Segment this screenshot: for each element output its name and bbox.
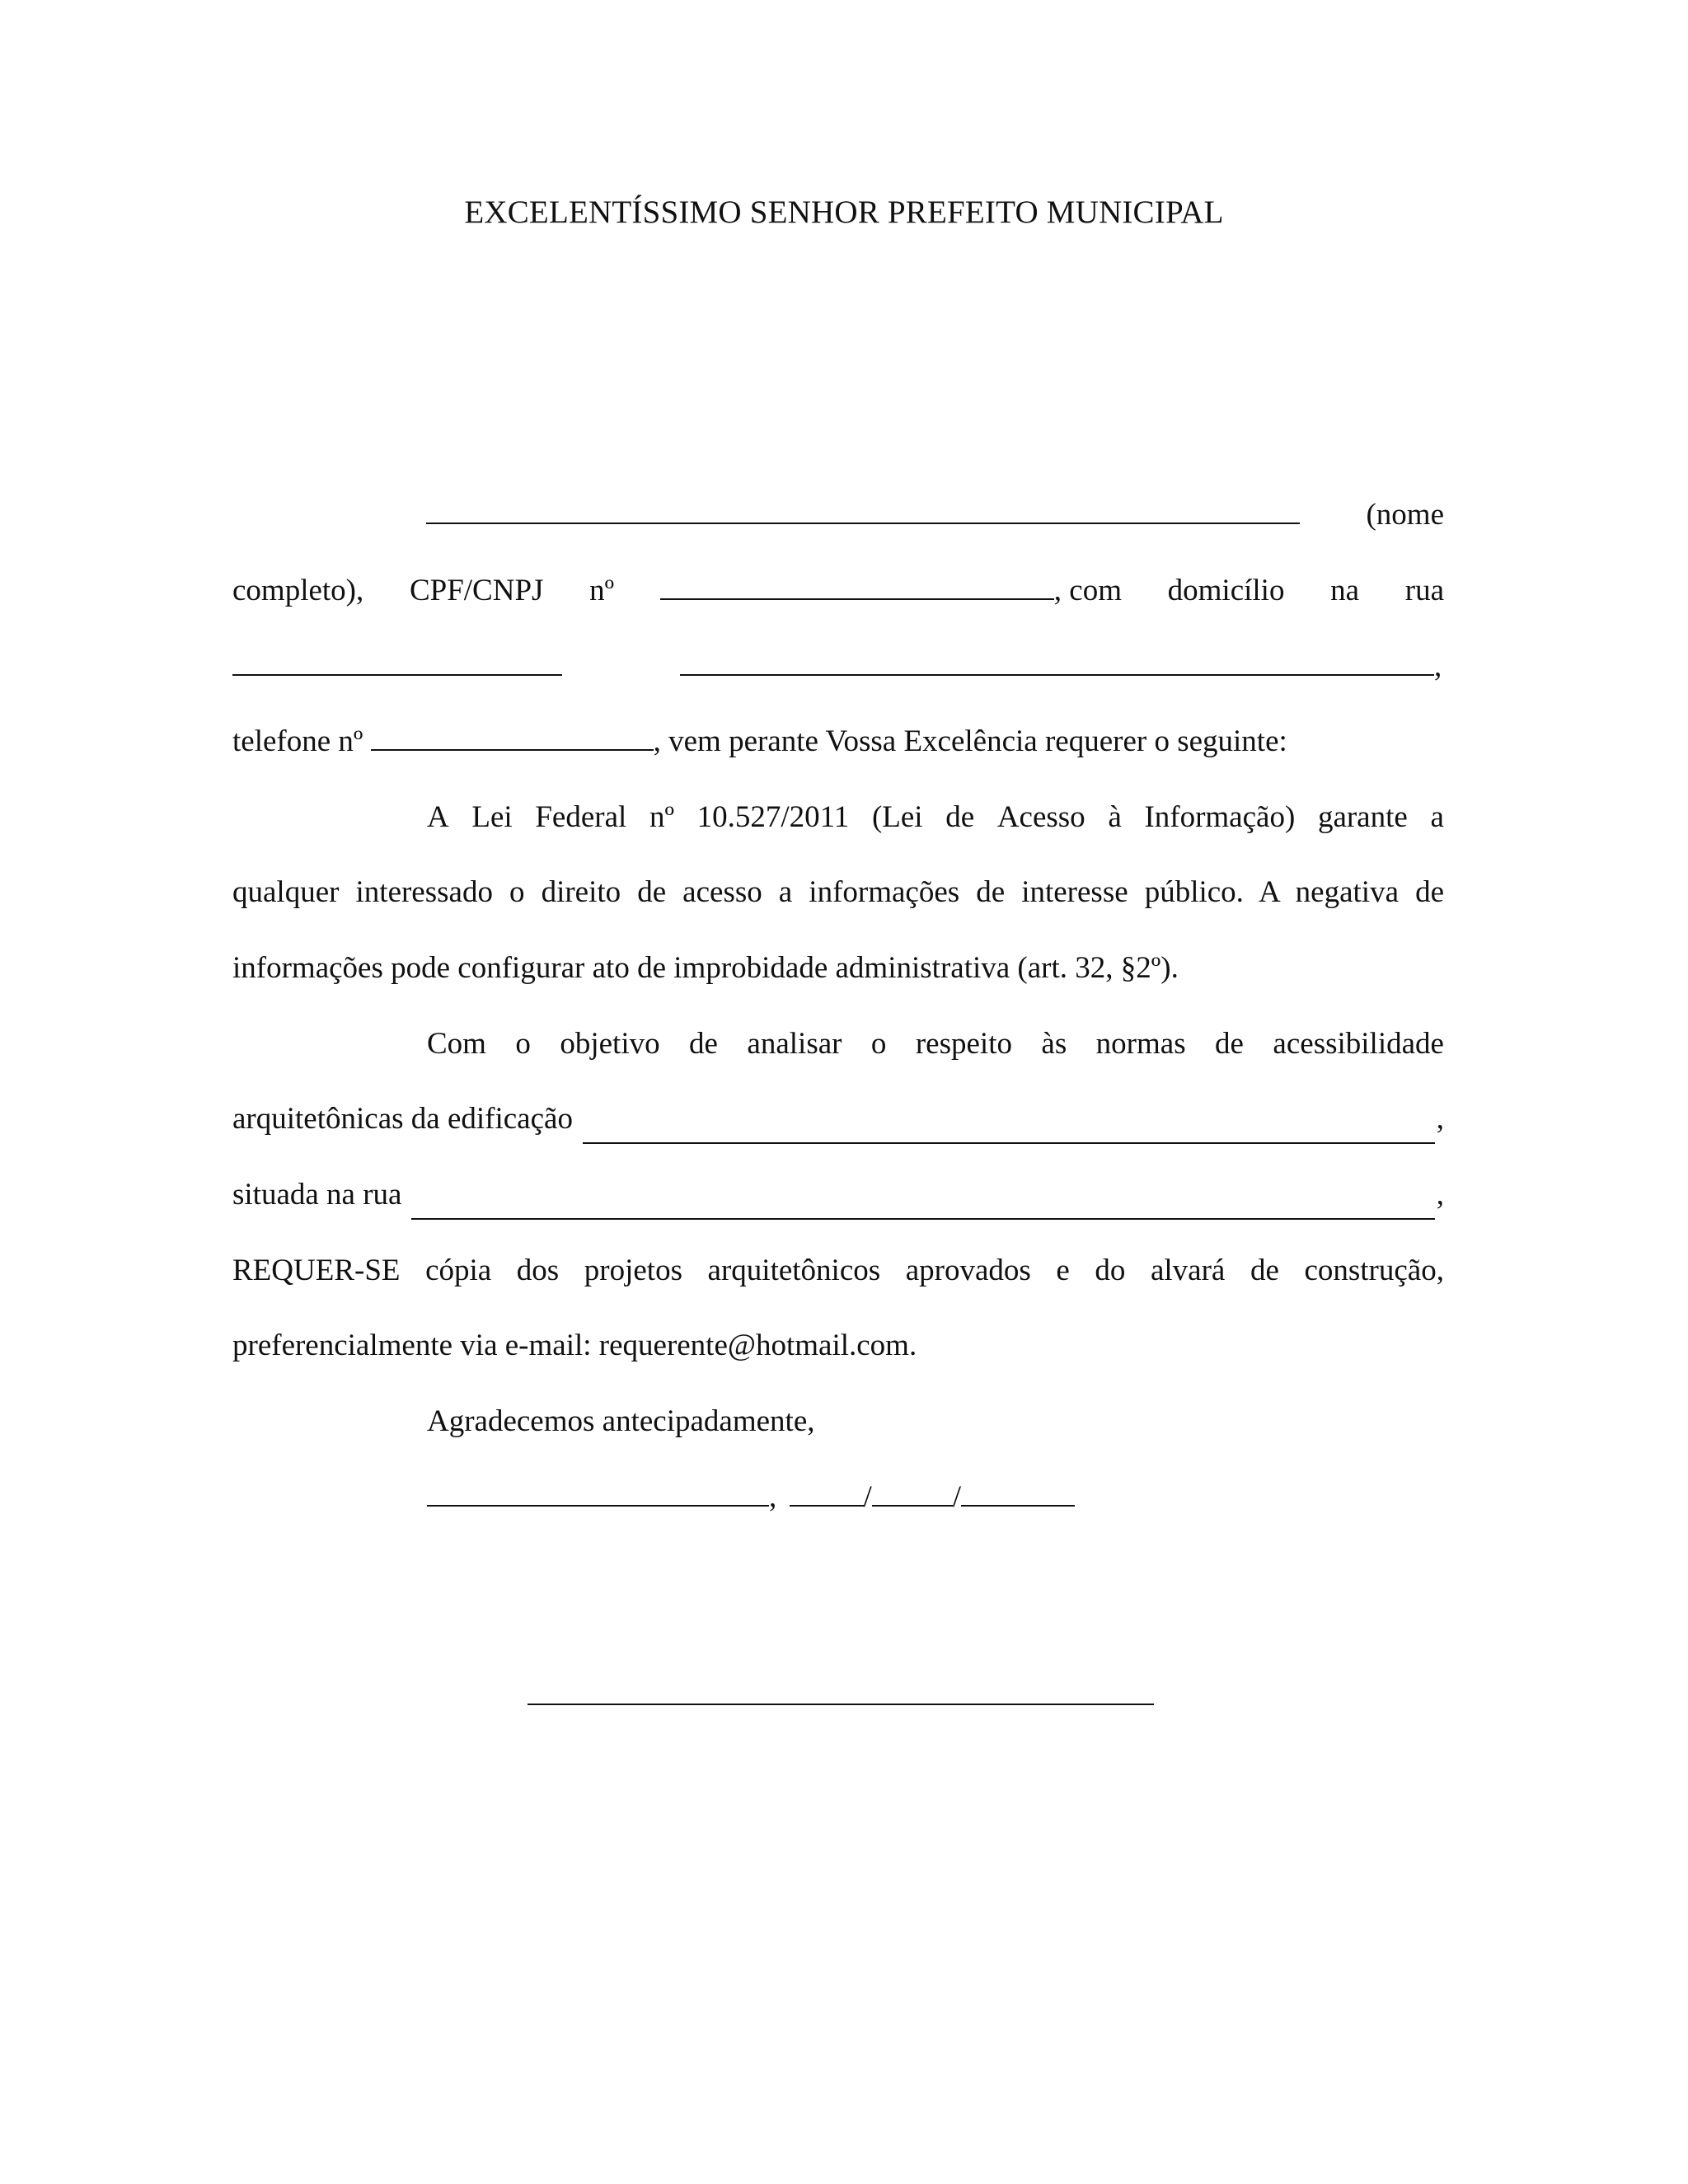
word: 10.527/2011 [696,800,850,834]
thanks-line: Agradecemos antecipadamente, [427,1404,815,1438]
month-blank[interactable] [872,1474,953,1507]
word: cópia [425,1254,492,1287]
word: A [427,800,449,834]
word: respeito [915,1027,1012,1061]
word: nº [649,800,674,834]
situada-label: situada na rua [232,1178,402,1212]
word: Lei [471,800,513,834]
cpf-blank-group [660,566,1122,616]
word: dos [516,1254,560,1287]
word: de [1215,1027,1244,1061]
date-line [427,1473,1075,1522]
word: acessibilidade [1273,1027,1444,1061]
word: REQUER-SE [232,1254,401,1287]
signature-line[interactable] [528,1704,1154,1705]
edificacao-label: arquitetônicas da edificação [232,1102,573,1136]
word: Federal [535,800,627,834]
year-blank[interactable] [961,1474,1075,1507]
word: analisar [747,1027,842,1061]
date-comma: , [769,1480,777,1514]
rua-text: rua [1404,574,1444,607]
word: de [945,800,975,834]
word: à [1108,800,1122,834]
word: aprovados [905,1254,1031,1287]
word: garante [1317,800,1408,834]
word: de [689,1027,718,1061]
paragraph1-line2: qualquer interessado o direito de acesso a informações de interesse público. A negativa de [232,875,1444,909]
date-slash: / [863,1480,872,1514]
street-blank[interactable] [232,643,562,676]
com-text: , com [1053,574,1122,607]
word: Com [427,1027,486,1061]
situada-comma: , [1436,1178,1444,1212]
na-text: na [1330,574,1360,607]
cpf-label: CPF/CNPJ [409,574,544,607]
word: e [1056,1254,1070,1287]
word: arquitetônicos [707,1254,881,1287]
address-blank[interactable] [680,643,1434,676]
name-blank[interactable] [426,490,1300,540]
address-line [232,642,1444,691]
word: Informação) [1144,800,1296,834]
word: às [1041,1027,1067,1061]
edificacao-blank[interactable] [583,1109,1435,1144]
date-slash: / [952,1480,962,1514]
paragraph1-line3: informações pode configurar ato de improbidade administrativa (art. 32, §2º). [232,951,1179,985]
telefone-line [232,717,1287,766]
word: normas [1095,1027,1186,1061]
word: construção, [1304,1254,1444,1287]
situada-blank[interactable] [411,1185,1434,1220]
telefone-blank[interactable] [371,718,654,751]
edificacao-line [232,1094,1444,1144]
word: o [870,1027,887,1061]
domicilio-text: domicílio [1167,574,1285,607]
word: Acesso [996,800,1085,834]
word: objetivo [560,1027,660,1061]
email-line: preferencialmente via e-mail: requerente@hotmail.com. [232,1329,917,1362]
city-blank[interactable] [427,1474,769,1507]
edificacao-comma: , [1436,1102,1444,1136]
nome-label: (nome [1366,498,1444,532]
word: projetos [584,1254,682,1287]
cpf-blank[interactable] [660,567,1054,600]
paragraph1-line1 [427,793,1444,842]
page-title: EXCELENTÍSSIMO SENHOR PREFEITO MUNICIPAL [464,194,1224,230]
completo-text: completo), [232,574,364,607]
word: alvará [1150,1254,1226,1287]
requer-line [232,1246,1444,1296]
cpf-line [232,566,1444,616]
word: a [1430,800,1444,834]
numero-label: nº [589,574,615,607]
day-blank[interactable] [790,1474,864,1507]
telefone-label: telefone nº [232,724,363,758]
paragraph2-line1 [427,1019,1444,1069]
vem-text: , vem perante Vossa Excelência requerer o seguinte: [653,724,1287,758]
situada-line [232,1170,1444,1220]
word: do [1095,1254,1126,1287]
word: o [515,1027,531,1061]
word: de [1250,1254,1279,1287]
name-line [232,490,1444,540]
address-comma: , [1434,649,1442,683]
word: (Lei [871,800,923,834]
